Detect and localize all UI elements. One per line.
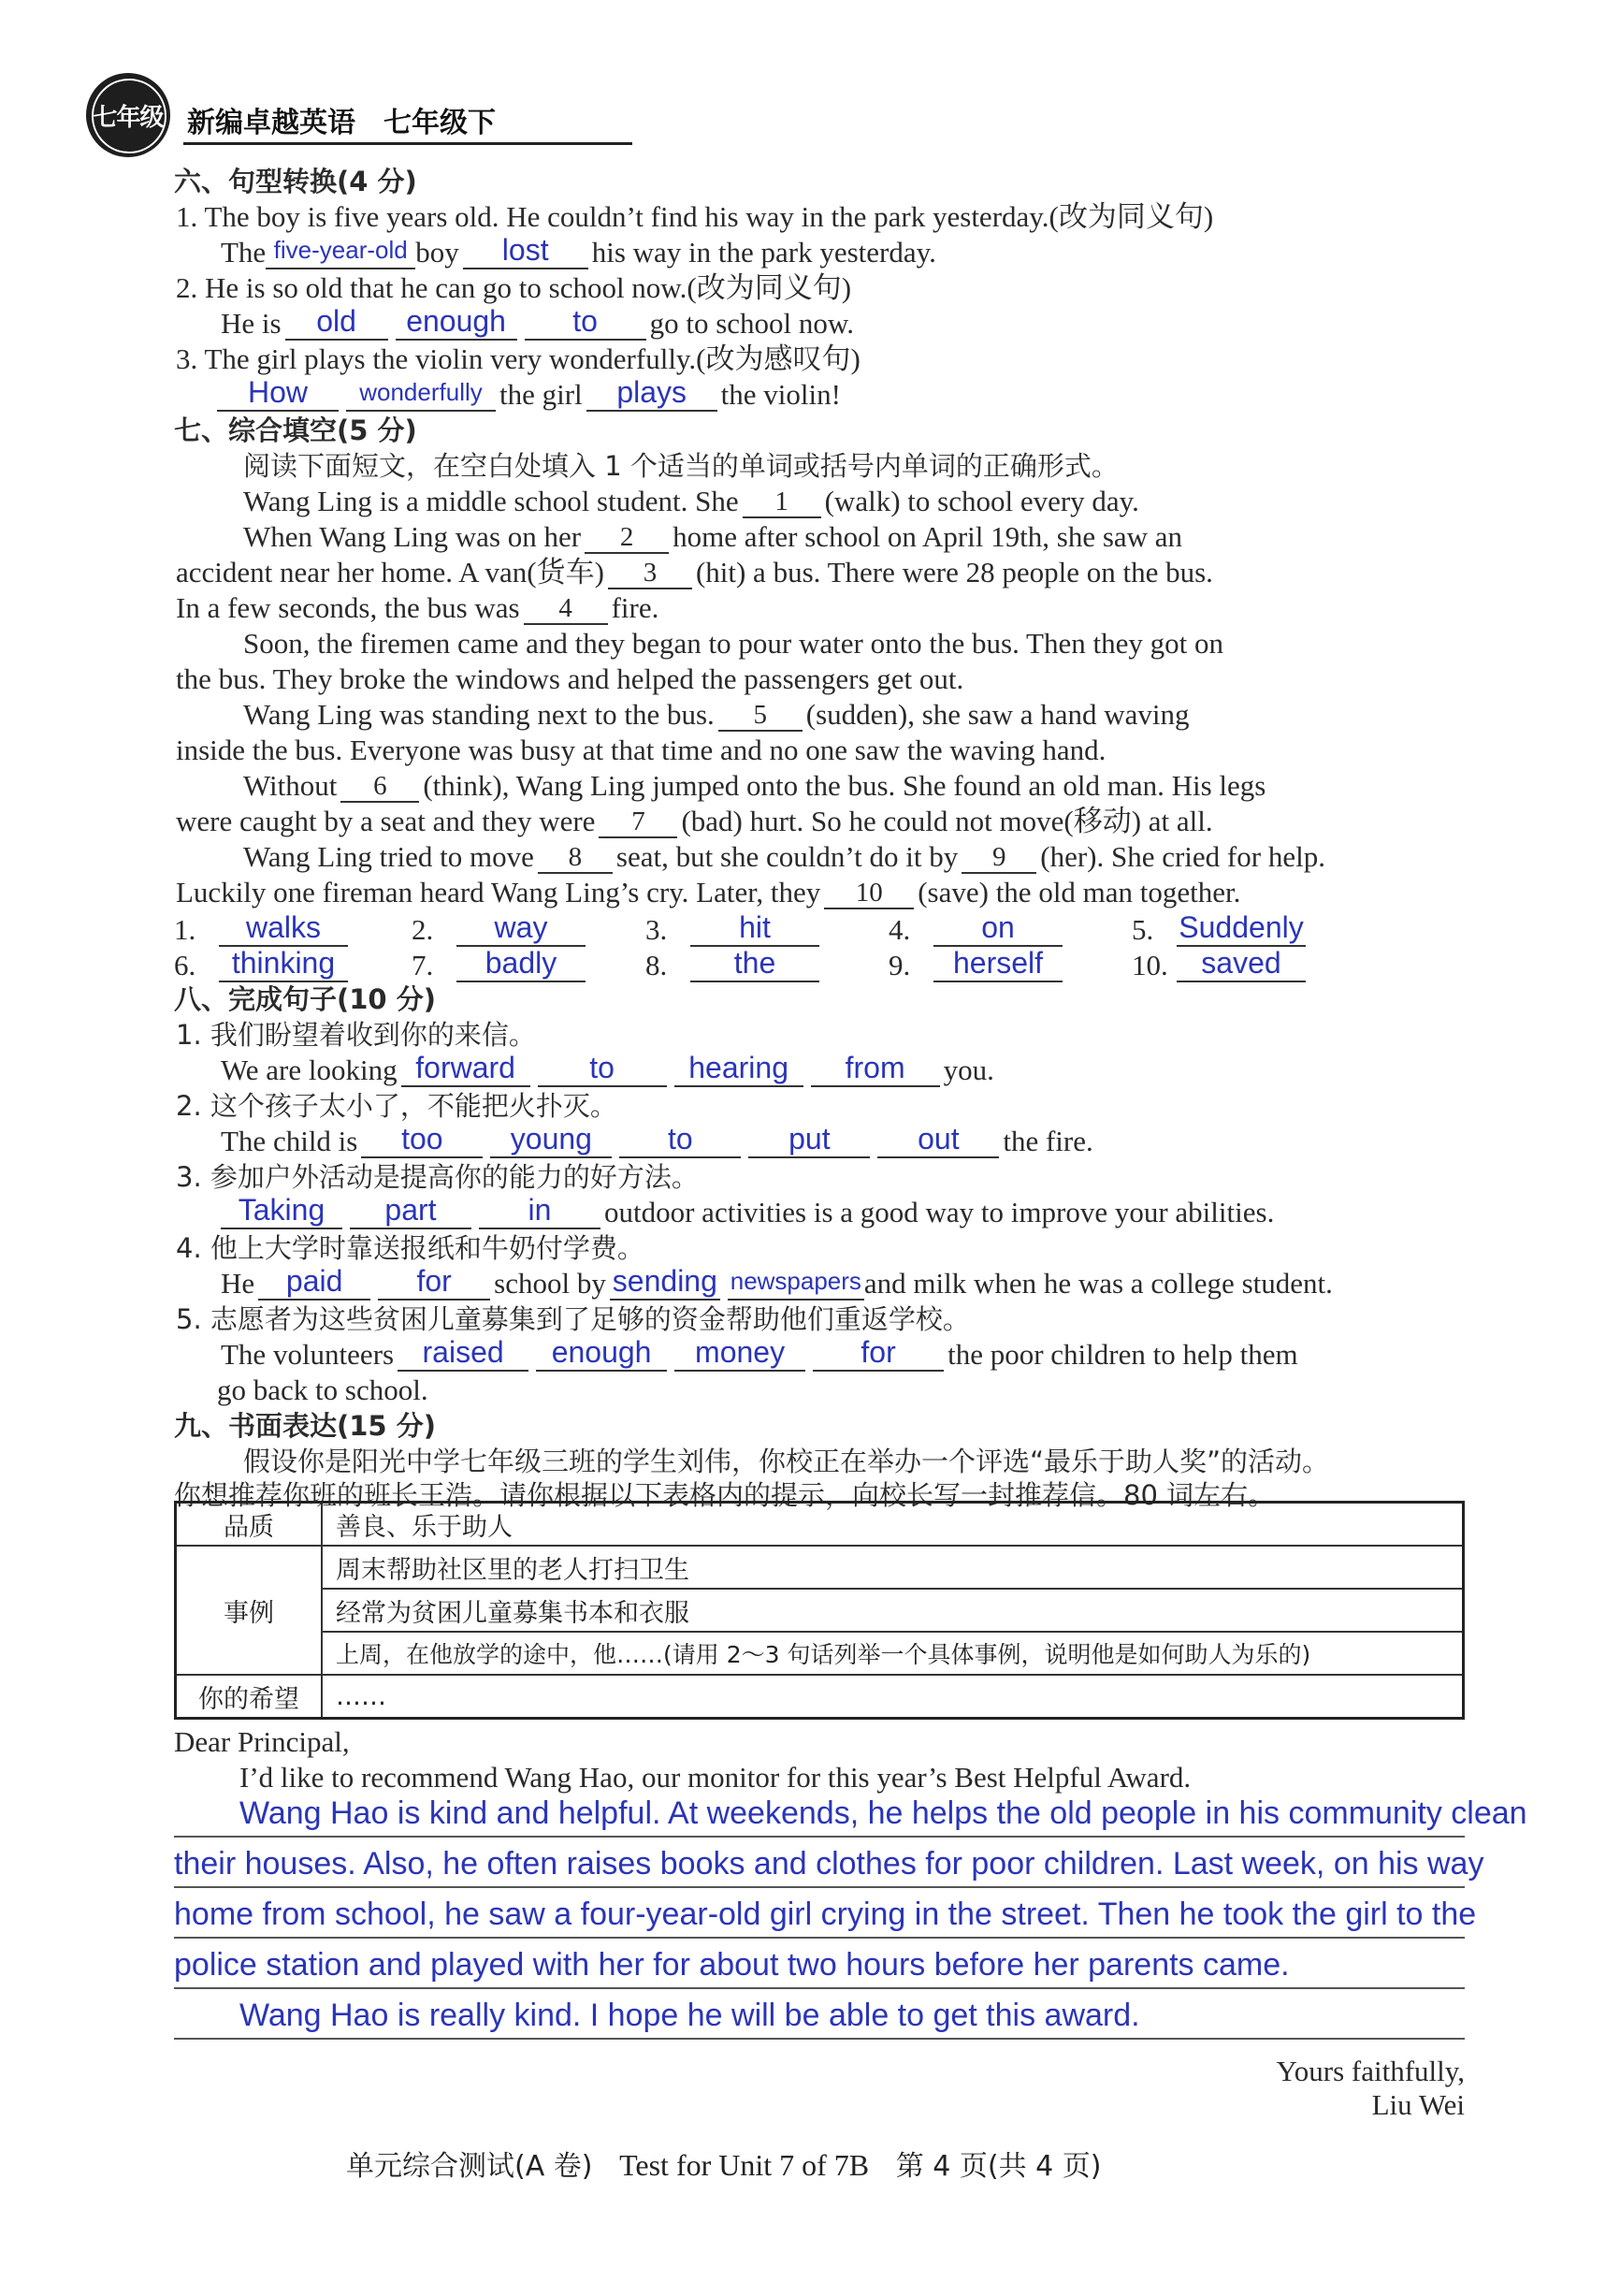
s8-q5-answer-line: The volunteers raised enough money for the poor children to help them [221, 1335, 1298, 1371]
s8-q5-blank-2[interactable]: enough [536, 1338, 667, 1372]
letter-opening: I’d like to recommend Wang Hao, our monitor for this year’s Best Helpful Award. [239, 1761, 1192, 1794]
answer-item [1132, 910, 1309, 947]
s7-para-line-11: Wang Ling tried to move 8 seat, but she couldn’t do it by 9 (her). She cried for help. [243, 840, 1325, 873]
answer-item [174, 946, 352, 982]
s8-q2-chinese: 2. 这个孩子太小了，不能把火扑灭。 [176, 1090, 617, 1122]
row-value-example-2: 经常为贫困儿童募集书本和衣服 [322, 1589, 1464, 1632]
s7-instruction: 阅读下面短文，在空白处填入 1 个适当的单词或括号内单词的正确形式。 [243, 450, 1119, 482]
answer-text: the [733, 946, 776, 980]
s8-q5-blank-1[interactable]: raised [398, 1338, 528, 1372]
writing-line-4[interactable]: police station and played with her for about two hours before her parents came. [174, 1940, 1465, 1989]
answer-text: way [494, 910, 548, 944]
s7-gap-7: 7 [599, 805, 677, 838]
s8-q5-continuation: go back to school. [217, 1373, 428, 1406]
s6-q2-prompt: 2. He is so old that he can go to school now.(改为同义句) [176, 271, 852, 304]
answer-number: 2. [412, 913, 434, 946]
s8-q2-blank-3[interactable]: to [619, 1125, 741, 1158]
letter-salutation: Dear Principal, [174, 1725, 350, 1758]
s8-q2-blank-4[interactable]: put [748, 1125, 870, 1158]
s8-q5-blank-3[interactable]: money [674, 1338, 805, 1372]
answer-number: 10. [1132, 949, 1168, 981]
answer-blank[interactable] [1177, 946, 1306, 982]
s7-para-line-2: When Wang Ling was on her 2 home after school on April 19th, she saw an [243, 520, 1183, 553]
s6-q3-answer-line: How wonderfully the girl plays the violin! [217, 378, 841, 412]
s6-q1-answer-line: The five-year-old boy lost his way in the park yesterday. [221, 233, 936, 269]
s8-q1-answer-line: We are looking forward to hearing from you. [221, 1051, 994, 1086]
answer-blank[interactable] [219, 910, 348, 947]
grade-badge: 七年级 [86, 73, 170, 157]
s6-q1-prompt: 1. The boy is five years old. He couldn’t find his way in the park yesterday.(改为同义句) [176, 200, 1214, 233]
s7-gap-2: 2 [585, 520, 669, 554]
answer-text: Suddenly [1179, 910, 1304, 944]
page-footer [346, 2143, 1101, 2184]
letter-closing: Yours faithfully, [1276, 2055, 1465, 2087]
s8-q5-blank-4[interactable]: for [813, 1338, 944, 1372]
footer-page-number: 第 4 页(共 4 页) [895, 2150, 1102, 2183]
s6-q2-answer-line: He is old enough to go to school now. [221, 304, 855, 340]
s8-q4-blank-2[interactable]: for [378, 1267, 490, 1301]
s6-q2-blank-2[interactable]: enough [396, 307, 517, 341]
s6-q1-blank-2[interactable]: lost [463, 236, 588, 269]
answer-text: saved [1201, 946, 1281, 980]
answer-item [889, 946, 1066, 982]
answer-number: 3. [645, 913, 668, 946]
s8-q4-chinese: 4. 他上大学时靠送报纸和牛奶付学费。 [176, 1232, 644, 1264]
s9-intro-2: 你想推荐你班的班长王浩。请你根据以下表格内的提示，向校长写一封推荐信。80 词左右。 [174, 1479, 1276, 1511]
section-7-title: 七、综合填空(5 分) [174, 414, 417, 446]
s7-para-line-9: Without 6 (think), Wang Ling jumped onto the bus. She found an old man. His legs [243, 769, 1266, 802]
s8-q3-blank-2[interactable]: part [350, 1196, 471, 1229]
s7-para-line-6: the bus. They broke the windows and helped the passengers get out. [176, 662, 964, 695]
section-8-title: 八、完成句子(10 分) [174, 983, 436, 1015]
answer-blank[interactable] [933, 910, 1063, 947]
s8-q3-answer-line: Taking part in outdoor activities is a good way to improve your abilities. [221, 1196, 1274, 1229]
s7-para-line-1: Wang Ling is a middle school student. She 1 (walk) to school every day. [243, 485, 1139, 517]
s6-q2-blank-3[interactable]: to [525, 307, 646, 341]
answer-number: 7. [412, 949, 434, 981]
answer-number: 9. [889, 949, 911, 981]
table-row [176, 1503, 1464, 1547]
s6-q1-blank-1[interactable]: five-year-old [266, 236, 415, 269]
table-row [176, 1589, 1464, 1632]
writing-line-1[interactable]: Wang Hao is kind and helpful. At weekends, he helps the old people in his community clean [174, 1789, 1465, 1838]
answer-number: 6. [174, 949, 196, 981]
s6-q3-blank-2[interactable]: wonderfully [346, 378, 496, 412]
s6-q3-blank-1[interactable]: How [217, 378, 339, 412]
s8-q2-blank-5[interactable]: out [877, 1125, 999, 1158]
answer-blank[interactable] [690, 946, 819, 982]
s8-q3-blank-3[interactable]: in [479, 1196, 600, 1229]
s8-q1-chinese: 1. 我们盼望着收到你的来信。 [176, 1019, 536, 1051]
header-divider [183, 142, 632, 145]
writing-line-5[interactable]: Wang Hao is really kind. I hope he will be able to get this award. [174, 1991, 1465, 2040]
answer-number: 5. [1132, 913, 1154, 946]
page-header [86, 73, 544, 146]
s7-para-line-10: were caught by a seat and they were 7 (bad) hurt. So he could not move(移动) at all. [176, 805, 1213, 837]
s8-q1-blank-4[interactable]: from [811, 1054, 940, 1087]
answer-item [174, 910, 352, 947]
answer-blank[interactable] [219, 946, 348, 982]
answer-text: thinking [231, 946, 336, 980]
s8-q4-blank-1[interactable]: paid [258, 1267, 370, 1301]
s7-gap-10: 10 [824, 876, 914, 909]
answer-text: badly [485, 946, 557, 980]
letter-signature: Liu Wei [1371, 2088, 1465, 2121]
footer-test-name: 单元综合测试(A 卷) [346, 2150, 593, 2183]
row-value-hope: …… [322, 1675, 1464, 1719]
row-label-hope: 你的希望 [176, 1675, 323, 1719]
s7-para-line-12: Luckily one fireman heard Wang Ling’s cry. Later, they 10 (save) the old man together. [176, 876, 1241, 908]
section-9-title: 九、书面表达(15 分) [174, 1410, 436, 1442]
s8-q3-blank-1[interactable]: Taking [221, 1196, 342, 1229]
s8-q2-blank-1[interactable]: too [361, 1125, 483, 1158]
s6-q3-blank-3[interactable]: plays [586, 378, 717, 412]
writing-line-3[interactable]: home from school, he saw a four-year-old girl crying in the street. Then he took the girl to the [174, 1890, 1465, 1939]
s7-para-line-5: Soon, the firemen came and they began to pour water onto the bus. Then they got on [243, 627, 1223, 660]
book-title: 新编卓越英语 七年级下 [187, 107, 496, 139]
s9-intro-1: 假设你是阳光中学七年级三班的学生刘伟，你校正在举办一个评选“最乐于助人奖”的活动。 [243, 1446, 1330, 1477]
s8-q2-answer-line: The child is too young to put out the fire. [221, 1122, 1093, 1157]
answer-text: hit [739, 910, 771, 944]
row-value-quality: 善良、乐于助人 [322, 1503, 1464, 1547]
s7-gap-1: 1 [743, 485, 821, 518]
s7-para-line-4: In a few seconds, the bus was 4 fire. [176, 591, 659, 624]
s8-q4-answer-line: He paid for school by sending newspapers and milk when he was a college student. [221, 1264, 1333, 1300]
hint-table [174, 1501, 1465, 1720]
s7-gap-9: 9 [962, 840, 1036, 874]
answer-blank[interactable] [456, 946, 586, 982]
answer-blank[interactable] [690, 910, 819, 947]
table-row [176, 1632, 1464, 1675]
answer-text: walks [245, 910, 321, 944]
s8-q2-blank-2[interactable]: young [490, 1125, 612, 1158]
s8-q5-chinese: 5. 志愿者为这些贫困儿童募集到了足够的资金帮助他们重返学校。 [176, 1303, 970, 1335]
footer-unit: Test for Unit 7 of 7B [619, 2148, 870, 2182]
s7-gap-4: 4 [524, 591, 608, 625]
row-label-examples: 事例 [176, 1546, 323, 1675]
answer-item [645, 946, 823, 982]
s6-q2-blank-1[interactable]: old [285, 307, 388, 341]
answer-text: on [981, 910, 1015, 944]
answer-item [889, 910, 1066, 947]
row-value-example-3: 上周，在他放学的途中，他……(请用 2～3 句话列举一个具体事例，说明他是如何助人为乐的) [322, 1632, 1464, 1675]
s7-gap-6: 6 [340, 769, 419, 803]
answer-blank[interactable] [933, 946, 1063, 982]
writing-line-2[interactable]: their houses. Also, he often raises books and clothes for poor children. Last week, on his way [174, 1839, 1465, 1888]
row-label-quality: 品质 [176, 1503, 323, 1547]
s8-q4-blank-3[interactable]: sending [610, 1267, 720, 1301]
s6-q3-prompt: 3. The girl plays the violin very wonderfully.(改为感叹句) [176, 342, 861, 375]
s7-para-line-7: Wang Ling was standing next to the bus. 5 (sudden), she saw a hand waving [243, 698, 1190, 731]
row-value-example-1: 周末帮助社区里的老人打扫卫生 [322, 1546, 1464, 1589]
s7-para-line-3: accident near her home. A van(货车) 3 (hit) a bus. There were 28 people on the bus. [176, 556, 1213, 589]
s8-q1-blank-1[interactable]: forward [401, 1054, 530, 1087]
s8-q3-chinese: 3. 参加户外活动是提高你的能力的好方法。 [176, 1161, 699, 1193]
s8-q1-blank-3[interactable]: hearing [674, 1054, 803, 1087]
table-row [176, 1675, 1464, 1719]
answer-item [1132, 946, 1309, 982]
answer-text: herself [952, 946, 1044, 980]
s7-gap-8: 8 [538, 840, 613, 874]
s8-q4-blank-4[interactable]: newspapers [728, 1267, 864, 1301]
answer-item [412, 910, 589, 947]
s7-gap-3: 3 [608, 556, 692, 589]
answer-blank[interactable] [456, 910, 586, 947]
answer-item [412, 946, 589, 982]
s8-q1-blank-2[interactable]: to [538, 1054, 667, 1087]
table-row [176, 1546, 1464, 1589]
s7-gap-5: 5 [718, 698, 803, 732]
answer-number: 4. [889, 913, 911, 946]
section-6-title: 六、句型转换(4 分) [174, 166, 417, 197]
answer-number: 8. [645, 949, 668, 981]
answer-number: 1. [174, 913, 196, 946]
answer-blank[interactable] [1177, 910, 1306, 947]
s7-para-line-8: inside the bus. Everyone was busy at that time and no one saw the waving hand. [176, 734, 1107, 766]
answer-item [645, 910, 823, 947]
